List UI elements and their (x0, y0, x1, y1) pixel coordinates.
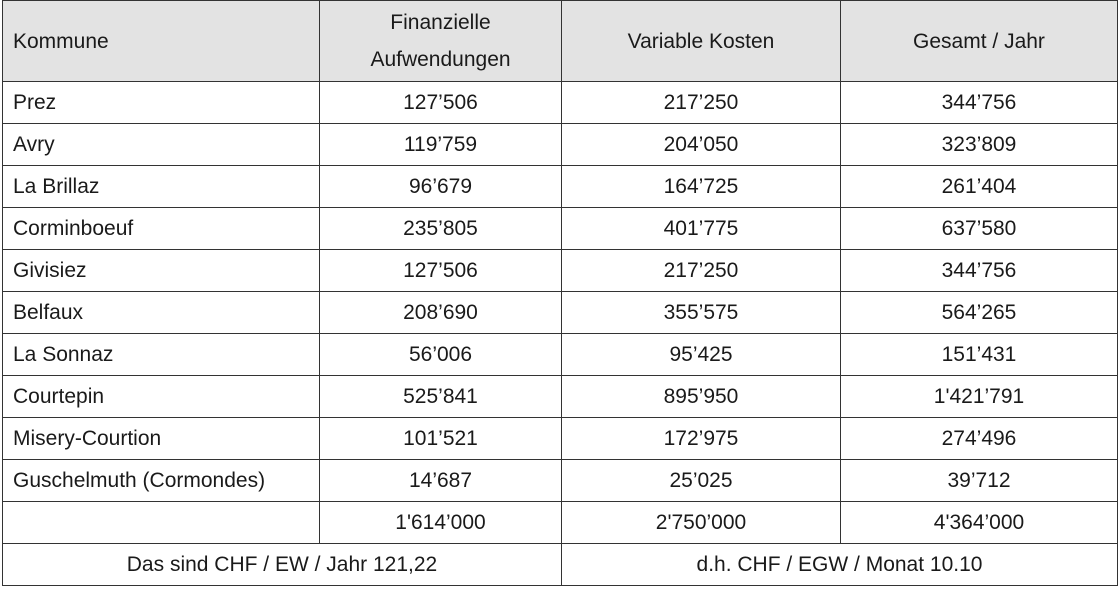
table-row (3, 208, 1118, 250)
cell-variable: 95’425 (562, 334, 841, 376)
table-body (3, 82, 1118, 586)
table-row (3, 82, 1118, 124)
table-row (3, 460, 1118, 502)
cell-variable: 204’050 (562, 124, 841, 166)
cell-gesamt: 1'421’791 (841, 376, 1118, 418)
cell-variable: 217’250 (562, 250, 841, 292)
cell-gesamt: 323’809 (841, 124, 1118, 166)
cell-gesamt: 151’431 (841, 334, 1118, 376)
cell-variable: 172’975 (562, 418, 841, 460)
cell-variable: 25’025 (562, 460, 841, 502)
header-row (3, 1, 1118, 82)
cell-finanzielle: 14’687 (320, 460, 562, 502)
cell-gesamt: 344’756 (841, 250, 1118, 292)
header-finanzielle-aufwendungen (320, 1, 562, 82)
cell-kommune: La Brillaz (3, 166, 320, 208)
table-row (3, 376, 1118, 418)
cell-kommune: Corminboeuf (3, 208, 320, 250)
totals-label-cell (3, 502, 320, 544)
cell-finanzielle: 208’690 (320, 292, 562, 334)
table-row (3, 418, 1118, 460)
cell-gesamt: 637’580 (841, 208, 1118, 250)
cell-kommune: Givisiez (3, 250, 320, 292)
cell-kommune: Guschelmuth (Cormondes) (3, 460, 320, 502)
header-finanzielle-line2: Aufwendungen (370, 48, 511, 71)
cell-variable: 895’950 (562, 376, 841, 418)
cell-finanzielle: 119’759 (320, 124, 562, 166)
table-row (3, 166, 1118, 208)
header-finanzielle-line1: Finanzielle (390, 11, 491, 34)
table-row (3, 124, 1118, 166)
summary-per-ew-year: Das sind CHF / EW / Jahr 121,22 (3, 544, 562, 586)
cell-finanzielle: 525’841 (320, 376, 562, 418)
cell-finanzielle: 96’679 (320, 166, 562, 208)
total-finanzielle: 1'614’000 (320, 502, 562, 544)
header-kommune: Kommune (3, 1, 320, 82)
cell-gesamt: 274’496 (841, 418, 1118, 460)
cost-table (2, 0, 1118, 586)
cell-variable: 164’725 (562, 166, 841, 208)
table-row (3, 250, 1118, 292)
cell-gesamt: 344’756 (841, 82, 1118, 124)
total-gesamt: 4'364’000 (841, 502, 1118, 544)
cell-gesamt: 39’712 (841, 460, 1118, 502)
cell-kommune: Prez (3, 82, 320, 124)
table-row (3, 292, 1118, 334)
cell-finanzielle: 127’506 (320, 82, 562, 124)
cell-variable: 355’575 (562, 292, 841, 334)
cell-kommune: Belfaux (3, 292, 320, 334)
cell-gesamt: 564’265 (841, 292, 1118, 334)
totals-row (3, 502, 1118, 544)
cell-kommune: Misery-Courtion (3, 418, 320, 460)
table-row (3, 334, 1118, 376)
cell-finanzielle: 101’521 (320, 418, 562, 460)
summary-row (3, 544, 1118, 586)
cell-finanzielle: 127’506 (320, 250, 562, 292)
header-gesamt-jahr: Gesamt / Jahr (841, 1, 1118, 82)
cell-finanzielle: 56’006 (320, 334, 562, 376)
cell-variable: 401’775 (562, 208, 841, 250)
cell-kommune: La Sonnaz (3, 334, 320, 376)
cell-kommune: Avry (3, 124, 320, 166)
cell-gesamt: 261’404 (841, 166, 1118, 208)
table-header (3, 1, 1118, 82)
total-variable: 2'750’000 (562, 502, 841, 544)
header-variable-kosten: Variable Kosten (562, 1, 841, 82)
cell-variable: 217’250 (562, 82, 841, 124)
cell-kommune: Courtepin (3, 376, 320, 418)
cell-finanzielle: 235’805 (320, 208, 562, 250)
summary-per-egw-month: d.h. CHF / EGW / Monat 10.10 (562, 544, 1118, 586)
